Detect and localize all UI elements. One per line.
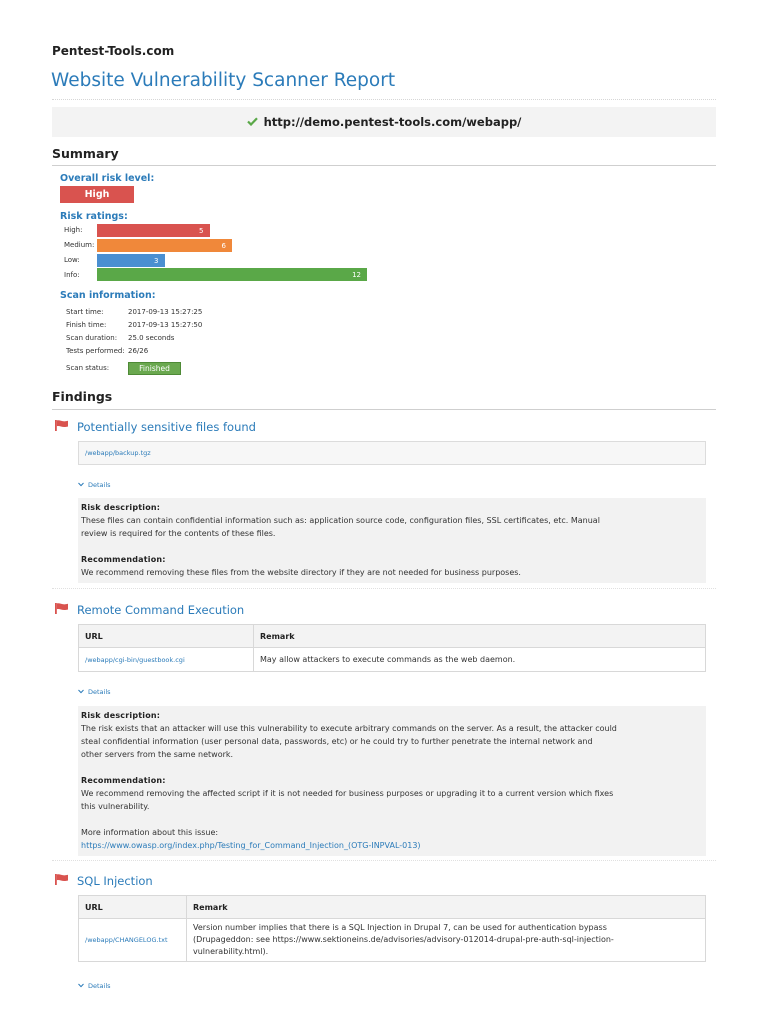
rating-label-low: Low:	[64, 256, 80, 264]
table-header-url: URL	[79, 625, 254, 648]
title-divider	[52, 99, 716, 100]
rating-bar-low: 3	[97, 254, 165, 267]
target-url[interactable]: http://demo.pentest-tools.com/webapp/	[263, 115, 522, 129]
finding-remark-line: (Drupageddon: see https://www.sektioneins.de/advisories/advisory-012014-drupal-pre-auth-sql-injection-	[193, 935, 614, 944]
owasp-reference-link[interactable]: https://www.owasp.org/index.php/Testing_for_Command_Injection_(OTG-INPVAL-013)	[81, 841, 421, 850]
target-url-bar	[52, 107, 716, 137]
finding-url-link[interactable]: /webapp/cgi-bin/guestbook.cgi	[79, 648, 254, 672]
finish-time-value: 2017-09-13 15:27:50	[128, 321, 203, 329]
details-label: Details	[88, 481, 111, 489]
chevron-down-icon	[78, 688, 84, 696]
recommendation-label: Recommendation:	[81, 555, 166, 564]
risk-description-label: Risk description:	[81, 503, 161, 512]
scan-duration-value: 25.0 seconds	[128, 334, 175, 342]
risk-description-line: These files can contain confidential information such as: application source code, configuration files, SSL certificates, etc. Manual	[81, 516, 600, 525]
rating-label-medium: Medium:	[64, 241, 95, 249]
finding-url-link[interactable]: /webapp/CHANGELOG.txt	[79, 919, 187, 962]
check-icon	[247, 115, 258, 129]
scan-info-label: Scan information:	[60, 290, 156, 301]
recommendation-label: Recommendation:	[81, 776, 166, 785]
finding-details-panel	[78, 498, 706, 583]
summary-heading: Summary	[52, 146, 119, 161]
findings-heading: Findings	[52, 389, 113, 404]
finding-title-text: Potentially sensitive files found	[77, 420, 256, 434]
start-time-value: 2017-09-13 15:27:25	[128, 308, 203, 316]
table-header-url: URL	[79, 896, 187, 919]
flag-icon	[55, 420, 69, 434]
finding-separator	[52, 588, 716, 589]
risk-description-line: other servers from the same network.	[81, 750, 234, 759]
risk-description-line: review is required for the contents of these files.	[81, 529, 276, 538]
brand-name: Pentest-Tools.com	[52, 44, 175, 58]
overall-risk-badge: High	[60, 186, 134, 203]
risk-description-line: The risk exists that an attacker will use this vulnerability to execute arbitrary commands on the server. As a result, the attacker could	[81, 724, 617, 733]
chevron-down-icon	[78, 481, 84, 489]
details-toggle[interactable]	[78, 481, 111, 489]
scan-status-badge: Finished	[128, 362, 181, 375]
rating-bar-medium: 6	[97, 239, 232, 252]
finding-remark: May allow attackers to execute commands as the web daemon.	[254, 648, 706, 672]
rating-label-high: High:	[64, 226, 83, 234]
finding-remark	[187, 919, 706, 962]
table-row	[79, 919, 706, 962]
rating-bar-high: 5	[97, 224, 210, 237]
finding-details-panel	[78, 706, 706, 856]
finding-title-sql-injection	[55, 874, 153, 888]
details-toggle[interactable]	[78, 982, 111, 990]
finding-separator	[52, 860, 716, 861]
scan-status-label: Scan status:	[66, 364, 110, 372]
more-info-label: More information about this issue:	[81, 828, 219, 837]
recommendation-line: this vulnerability.	[81, 802, 150, 811]
finding-table	[78, 624, 706, 672]
details-toggle[interactable]	[78, 688, 111, 696]
table-header-remark: Remark	[187, 896, 706, 919]
scan-duration-label: Scan duration:	[66, 334, 118, 342]
tests-performed-value: 26/26	[128, 347, 149, 355]
finding-title-text: SQL Injection	[77, 874, 153, 888]
details-label: Details	[88, 688, 111, 696]
risk-ratings-label: Risk ratings:	[60, 211, 128, 222]
rating-bar-info: 12	[97, 268, 367, 281]
finding-title-rce	[55, 603, 244, 617]
flag-icon	[55, 603, 69, 617]
table-row	[79, 648, 706, 672]
finding-title-text: Remote Command Execution	[77, 603, 245, 617]
finding-remark-line: Version number implies that there is a SQL Injection in Drupal 7, can be used for authentication bypass	[193, 923, 607, 932]
flag-icon	[55, 874, 69, 888]
finding-remark-line: vulnerability.html).	[193, 947, 269, 956]
finding-title-sensitive-files	[55, 420, 256, 434]
report-title: Website Vulnerability Scanner Report	[51, 70, 396, 91]
finding-table	[78, 895, 706, 962]
recommendation-line: We recommend removing the affected script if it is not needed for business purposes or upgrading it to a current version which fixes	[81, 789, 614, 798]
start-time-label: Start time:	[66, 308, 104, 316]
findings-divider	[52, 409, 716, 410]
recommendation-line: We recommend removing these files from the website directory if they are not needed for business purposes.	[81, 568, 521, 577]
details-label: Details	[88, 982, 111, 990]
tests-performed-label: Tests performed:	[66, 347, 125, 355]
finding-url-link[interactable]: /webapp/backup.tgz	[85, 449, 151, 457]
summary-divider	[52, 165, 716, 166]
table-header-remark: Remark	[254, 625, 706, 648]
risk-description-label: Risk description:	[81, 711, 161, 720]
overall-risk-label: Overall risk level:	[60, 173, 155, 184]
chevron-down-icon	[78, 982, 84, 990]
risk-description-line: steal confidential information (user personal data, passwords, etc) or he could try to further penetrate the internal network and	[81, 737, 593, 746]
rating-label-info: Info:	[64, 271, 80, 279]
finding-url-box	[78, 441, 706, 465]
finish-time-label: Finish time:	[66, 321, 107, 329]
